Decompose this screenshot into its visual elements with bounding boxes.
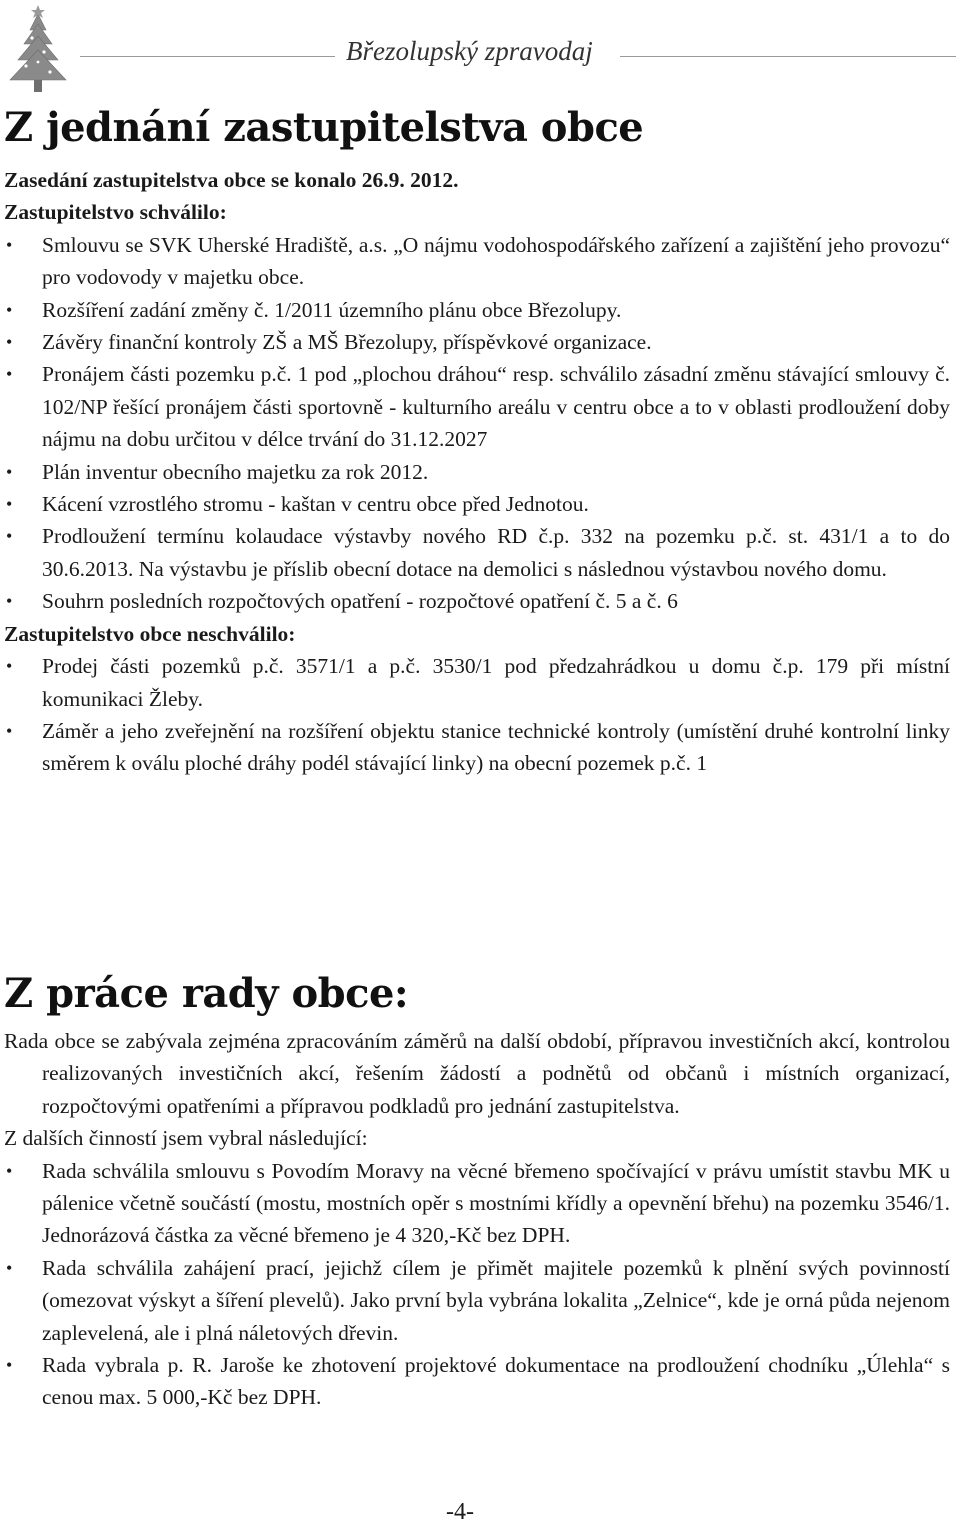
rejected-list xyxy=(4,650,950,780)
list-item: • Plán inventur obecního majetku za rok 2012. xyxy=(4,456,950,488)
list-item: • Záměr a jeho zveřejnění na rozšíření objektu stanice technické kontroly (umístění druhé kontrolní linky směrem k oválu ploché dráhy podél stávající linky) na obecní pozemek p.č. 1 xyxy=(4,715,950,780)
section-title-council-work: Z práce rady obce: xyxy=(4,970,409,1017)
publication-title: Březolupský zpravodaj xyxy=(346,36,593,66)
list-item: • Souhrn posledních rozpočtových opatření - rozpočtové opatření č. 5 a č. 6 xyxy=(4,585,950,617)
activities-list xyxy=(4,1155,950,1414)
activities-subheading: Z dalších činností jsem vybral následující: xyxy=(4,1126,368,1151)
page-header xyxy=(0,0,960,100)
christmas-tree-icon xyxy=(2,4,74,96)
list-item: • Rada schválila zahájení prací, jejichž cílem je přimět majitele pozemků k plnění svých povinností (omezovat výskyt a šíření plevelů). Jako první byla vybrána lokalita „Zelnice“, kde je orná půda nejenom zaplevelená, ale i plná náletových dřevin. xyxy=(4,1252,950,1349)
meeting-date-line: Zasedání zastupitelstva obce se konalo 26.9. 2012. xyxy=(4,168,459,192)
council-work-body xyxy=(4,1025,950,1414)
council-meeting-body xyxy=(4,164,950,780)
list-item: • Rozšíření zadání změny č. 1/2011 územního plánu obce Březolupy. xyxy=(4,294,950,326)
section-title-council-meeting: Z jednání zastupitelstva obce xyxy=(4,104,644,151)
page-number: -4- xyxy=(446,1499,474,1525)
header-rule-right xyxy=(620,56,956,57)
list-item: • Prodloužení termínu kolaudace výstavby nového RD č.p. 332 na pozemku p.č. st. 431/1 a to do 30.6.2013. Na výstavbu je příslib obecní dotace na demolici s následnou výstavbou nového domu. xyxy=(4,520,950,585)
approved-list xyxy=(4,229,950,618)
list-item: • Závěry finanční kontroly ZŠ a MŠ Březolupy, příspěvkové organizace. xyxy=(4,326,950,358)
header-rule-left xyxy=(80,56,335,57)
rejected-heading: Zastupitelstvo obce neschválilo: xyxy=(4,621,296,646)
list-item: • Smlouvu se SVK Uherské Hradiště, a.s. „O nájmu vodohospodářského zařízení a zajištění jeho provozu“ pro vodovody v majetku obce. xyxy=(4,229,950,294)
list-item: • Rada vybrala p. R. Jaroše ke zhotovení projektové dokumentace na prodloužení chodníku „Úlehla“ s cenou max. 5 000,-Kč bez DPH. xyxy=(4,1349,950,1414)
council-intro: Rada obce se zabývala zejména zpracováním záměrů na další období, přípravou investičních akcí, kontrolou realizovaných investičních akcí, řešením žádostí a podnětů od občanů i místních organizací, rozpočtovými opatřeními a přípravou podkladů pro jednání zastupitelstva. xyxy=(4,1029,950,1118)
list-item: • Prodej části pozemků p.č. 3571/1 a p.č. 3530/1 pod předzahrádkou u domu č.p. 179 při místní komunikaci Žleby. xyxy=(4,650,950,715)
approved-heading: Zastupitelstvo schválilo: xyxy=(4,200,227,225)
list-item: • Rada schválila smlouvu s Povodím Moravy na věcné břemeno spočívající v právu umístit stavbu MK u pálenice včetně součástí (mostu, mostních opěr s mostními křídly a opevnění břehu) na pozemku 3546/1. Jednorázová částka za věcné břemeno je 4 320,-Kč bez DPH. xyxy=(4,1155,950,1252)
list-item: • Kácení vzrostlého stromu - kaštan v centru obce před Jednotou. xyxy=(4,488,950,520)
list-item: • Pronájem části pozemku p.č. 1 pod „plochou dráhou“ resp. schválilo zásadní změnu stávající smlouvy č. 102/NP řešící pronájem části sportovně - kulturního areálu v centru obce a to v oblasti prodloužení doby nájmu na dobu určitou v délce trvání do 31.12.2027 xyxy=(4,358,950,455)
